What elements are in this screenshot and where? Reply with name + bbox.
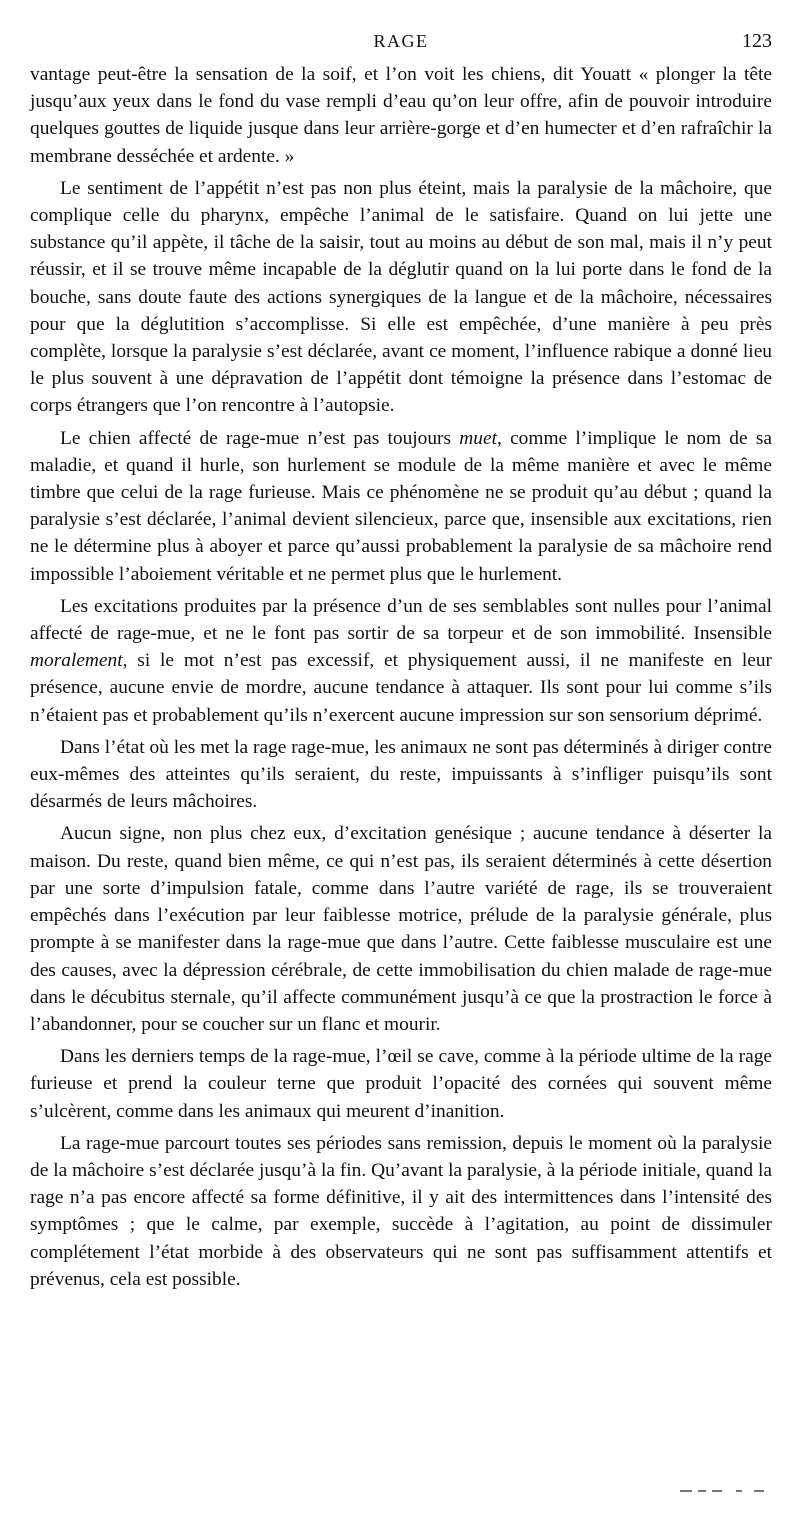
paragraph-3-part-2: , comme l’implique le nom de sa maladie, et quand il hurle, son hurlement se module de la même manière et avec le même timbre que celui de la rage furieuse. Mais ce phénomène ne se produit qu’au début ; quand la paralysie s’est déclarée, l’animal devient silencieux, parce que, insensible aux excitations, rien ne le détermine plus à aboyer et parce qu’aussi probablement la paralysie de sa mâchoire rend impossible l’aboiement véritable et ne permet plus que le hurlement. bbox=[30, 427, 772, 585]
paragraph-1: vantage peut-être la sensation de la soif, et l’on voit les chiens, dit Youatt « plonger la tête jusqu’aux yeux dans le fond du vase rempli d’eau qu’on leur offre, afin de pouvoir introduire quelques gouttes de liquide jusque dans leur arrière-gorge et d’en humecter et d’en rafraîchir la membrane desséchée et ardente. » bbox=[30, 64, 772, 167]
paragraph-7: Dans les derniers temps de la rage-mue, l’œil se cave, comme à la période ultime de la rage furieuse et prend la couleur terne que produit l’opacité des cornées qui souvent même s’ulcèrent, comme dans les animaux qui meurent d’inanition. bbox=[30, 1046, 772, 1122]
paragraph-2: Le sentiment de l’appétit n’est pas non plus éteint, mais la paralysie de la mâchoire, que complique celle du pharynx, empêche l’animal de le satisfaire. Quand on lui jette une substance qu’il appète, il tâche de la saisir, tout au moins au début de son mal, mais il n’y peut réussir, et il se trouve même incapable de la déglutir quand on la lui porte dans le fond de la bouche, sans doute faute des actions synergiques de la langue et de la mâchoire, nécessaires pour que la déglutition s’accomplisse. Si elle est empêchée, d’une manière à peu près complète, lorsque la paralysie s’est déclarée, avant ce moment, l’influence rabique a donné lieu le plus souvent à une dépravation de l’appétit dont témoigne la présence dans l’estomac de corps étrangers que l’on rencontre à l’autopsie. bbox=[30, 177, 772, 417]
body-text bbox=[30, 61, 772, 1298]
paragraph-5: Dans l’état où les met la rage rage-mue, les animaux ne sont pas déterminés à diriger contre eux-mêmes des atteintes qu’ils seraient, du reste, impuissants à s’infliger puisqu’ils sont désarmés de leurs mâchoires. bbox=[30, 736, 772, 813]
paragraph-3-part-1: Le chien affecté de rage-mue n’est pas toujours bbox=[60, 427, 460, 449]
paragraph-4-part-2: , si le mot n’est pas excessif, et physiquement aussi, il ne manifeste en leur présence, aucune envie de mordre, aucune tendance à attaquer. Ils sont pour lui comme s’ils n’étaient pas et probablement qu’ils n’exercent aucune impression sur son sensorium déprimé. bbox=[30, 650, 772, 726]
paragraph-6: Aucun signe, non plus chez eux, d’excitation genésique ; aucune tendance à déserter la maison. Du reste, quand bien même, ce qui n’est pas, ils seraient déterminés à cette désertion par une sorte d’impulsion fatale, comme dans l’autre variété de rage, ils se trouveraient empêchés dans l’exécution par leur faiblesse motrice, prélude de la paralysie générale, plus prompte à se manifester dans la rage-mue que dans l’autre. Cette faiblesse musculaire est une des causes, avec la dépression cérébrale, de cette immobilisation du chien malade de rage-mue dans le décubitus sternale, qu’il affecte communément jusqu’à ce que la prostraction le force à l’abandonner, pour se coucher sur un flanc et mourir. bbox=[30, 823, 772, 1035]
emphasis-muet: muet bbox=[459, 427, 497, 449]
footer-dash bbox=[712, 1490, 722, 1492]
page-number: 123 bbox=[742, 30, 772, 52]
running-title: RAGE bbox=[373, 31, 429, 51]
paragraph-4 bbox=[30, 593, 772, 729]
footer-dash bbox=[754, 1490, 764, 1492]
emphasis-moralement: moralement bbox=[30, 650, 123, 672]
page-header bbox=[30, 28, 772, 54]
footer-dash bbox=[698, 1490, 706, 1492]
footer-dash bbox=[680, 1490, 692, 1492]
footer-printer-mark bbox=[680, 1488, 770, 1494]
paragraph-4-part-1: Les excitations produites par la présence d’un de ses semblables sont nulles pour l’animal affecté de rage-mue, et ne le font pas sortir de sa torpeur et de son immobilité. Insensible bbox=[30, 595, 772, 645]
paragraph-8: La rage-mue parcourt toutes ses périodes sans remission, depuis le moment où la paralysie de la mâchoire s’est déclarée jusqu’à la fin. Qu’avant la paralysie, à la période initiale, quand la rage n’a pas encore affecté sa forme définitive, il y ait des intermittences dans l’intensité des symptômes ; que le calme, par exemple, succède à l’agitation, au point de dissimuler complétement l’état morbide à des observateurs qui ne sont pas suffisamment attentifs et prévenus, cela est possible. bbox=[30, 1132, 772, 1290]
book-page bbox=[30, 0, 772, 1520]
paragraph-3 bbox=[30, 425, 772, 588]
footer-dash bbox=[736, 1490, 742, 1492]
